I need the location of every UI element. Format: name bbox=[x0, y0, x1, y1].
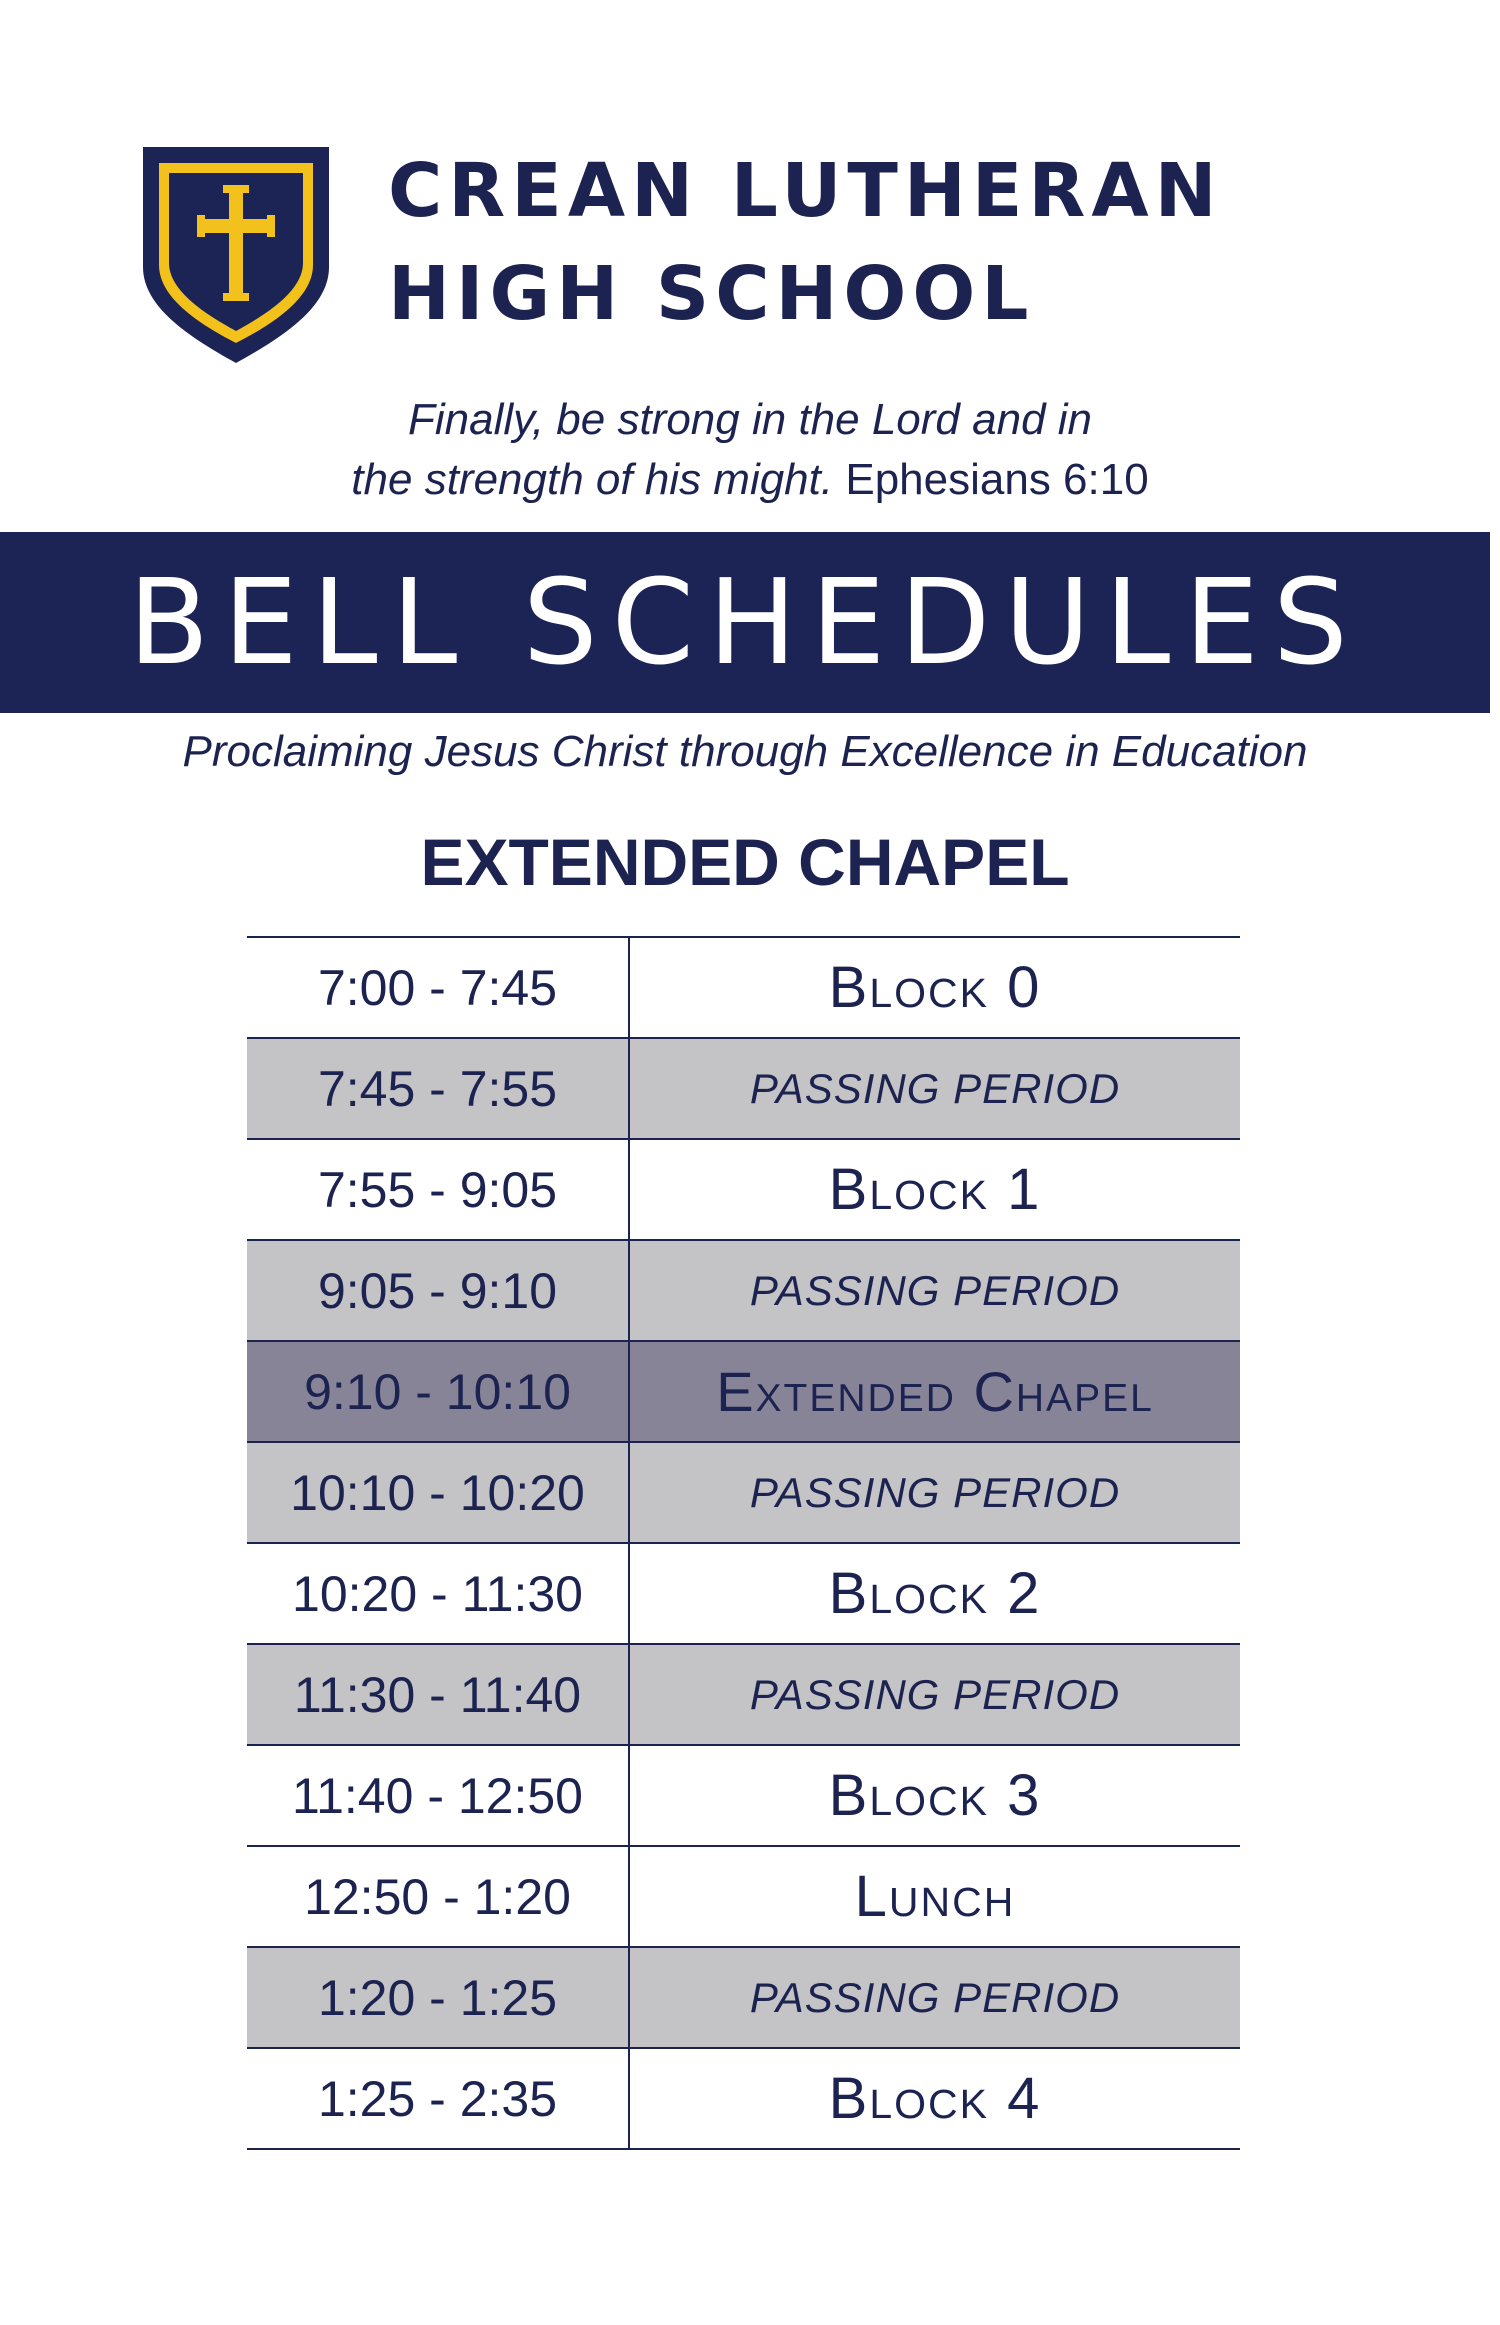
table-row bbox=[247, 1847, 1240, 1948]
time-cell: 10:20 - 11:30 bbox=[247, 1544, 630, 1643]
event-cell: Lunch bbox=[854, 1864, 1016, 1929]
verse-reference: Ephesians 6:10 bbox=[845, 455, 1149, 504]
event-cell: PASSING PERIOD bbox=[749, 1670, 1121, 1718]
time-cell: 1:20 - 1:25 bbox=[247, 1948, 630, 2047]
table-row bbox=[247, 1342, 1240, 1443]
time-cell: 1:25 - 2:35 bbox=[247, 2049, 630, 2148]
table-row bbox=[247, 1645, 1240, 1746]
event-cell: PASSING PERIOD bbox=[749, 1064, 1121, 1112]
event-cell: PASSING PERIOD bbox=[749, 1266, 1121, 1314]
time-cell: 11:30 - 11:40 bbox=[247, 1645, 630, 1744]
table-row bbox=[247, 938, 1240, 1039]
shield-cross-icon bbox=[143, 147, 329, 363]
event-cell: PASSING PERIOD bbox=[749, 1973, 1121, 2021]
table-row bbox=[247, 2049, 1240, 2150]
time-cell: 12:50 - 1:20 bbox=[247, 1847, 630, 1946]
table-row bbox=[247, 1443, 1240, 1544]
table-row bbox=[247, 1039, 1240, 1140]
verse-quote-line2: the strength of his might. bbox=[351, 455, 834, 504]
time-cell: 10:10 - 10:20 bbox=[247, 1443, 630, 1542]
event-cell: Extended Chapel bbox=[716, 1360, 1154, 1423]
bible-verse bbox=[0, 390, 1500, 510]
time-cell: 7:00 - 7:45 bbox=[247, 938, 630, 1037]
event-cell: PASSING PERIOD bbox=[749, 1468, 1121, 1516]
verse-quote-line1: Finally, be strong in the Lord and in bbox=[407, 395, 1093, 444]
mission-statement: Proclaiming Jesus Christ through Excellence in Education bbox=[182, 727, 1308, 776]
schedule-table bbox=[247, 936, 1240, 2150]
event-cell: Block 3 bbox=[828, 1763, 1042, 1828]
table-row bbox=[247, 1544, 1240, 1645]
banner-title: BELL SCHEDULES bbox=[128, 553, 1362, 691]
table-row bbox=[247, 1948, 1240, 2049]
table-row bbox=[247, 1241, 1240, 1342]
event-cell: Block 1 bbox=[828, 1157, 1042, 1222]
time-cell: 9:05 - 9:10 bbox=[247, 1241, 630, 1340]
schedule-title: EXTENDED CHAPEL bbox=[420, 825, 1070, 899]
time-cell: 9:10 - 10:10 bbox=[247, 1342, 630, 1441]
event-cell: Block 2 bbox=[828, 1561, 1042, 1626]
table-row bbox=[247, 1140, 1240, 1241]
school-name-line1: CREAN LUTHERAN bbox=[388, 148, 1223, 234]
event-cell: Block 4 bbox=[828, 2066, 1042, 2131]
event-cell: Block 0 bbox=[828, 955, 1042, 1020]
title-banner bbox=[0, 532, 1490, 713]
time-cell: 7:45 - 7:55 bbox=[247, 1039, 630, 1138]
school-name-line2: HIGH SCHOOL bbox=[388, 251, 1035, 337]
school-name bbox=[388, 140, 1223, 346]
time-cell: 7:55 - 9:05 bbox=[247, 1140, 630, 1239]
time-cell: 11:40 - 12:50 bbox=[247, 1746, 630, 1845]
table-row bbox=[247, 1746, 1240, 1847]
